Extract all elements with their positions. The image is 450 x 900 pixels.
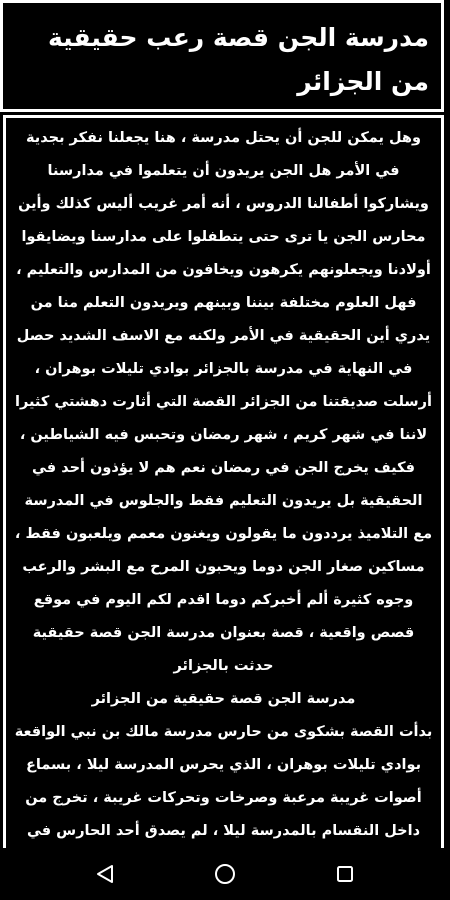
article-subheading: مدرسة الجن قصة حقيقية من الجزائر bbox=[91, 691, 356, 707]
article-body[interactable] bbox=[3, 115, 444, 848]
back-icon bbox=[94, 863, 116, 885]
article-paragraph: بدأت القصة بشكوى من حارس مدرسة مالك بن نبي الواقعة بوادي تليلات بوهران ، الذي يحرس المدرسة ليلا ، بسماع أصوات غريبة مرعبة وصرخات وتحركات غريبة ، تخرج من داخل النقسام بالمدرسة ليلا ، لم يصدق أحد الحارس في bbox=[14, 724, 433, 839]
article-title: مدرسة الجن قصة رعب حقيقية من الجزائر bbox=[47, 23, 429, 96]
nav-recents-button[interactable] bbox=[315, 854, 375, 894]
recents-icon bbox=[334, 863, 356, 885]
article-paragraph: وهل يمكن للجن أن يحتل مدرسة ، هنا يجعلنا نفكر بجدية في الأمر هل الجن يريدون أن يتعلموا في مدارسنا ويشاركوا أطفالنا الدروس ، أنه أمر غريب أليس كذلك وأين محارس الجن يا ترى حتى يتطفلوا على مدارسنا ويضايقوا أولادنا ويجعلونهم يكرهون ويخافون من المدارس والتعليم ، فهل العلوم مختلفة بيننا وبينهم ويريدون التعلم منا من يدري أين الحقيقية في الأمر ولكنه مع الاسف الشديد حصل في النهاية في مدرسة بالجزائر بوادي تليلات بوهران ، أرسلت صديقتنا من الجزائر القصة التي أثارت دهشتي كثيرا لاننا في شهر كريم ، شهر رمضان وتحبس فيه الشياطين ، فكيف يخرج الجن في رمضان نعم هم لا يؤذون أحد في الحقيقية بل يريدون التعليم فقط والجلوس في المدرسة مع التلاميذ يرددون ما يقولون ويغنون معمم ويلعبون فقط ، مساكين صغار الجن دوما ويحبون المرح مع البشر والرعب وجوه كثيرة ألم أخبركم دوما اقدم لكم اليوم في موقع قصص واقعية ، قصة بعنوان مدرسة الجن قصة حقيقية حدثت بالجزائر bbox=[14, 130, 433, 674]
nav-home-button[interactable] bbox=[195, 854, 255, 894]
nav-back-button[interactable] bbox=[75, 854, 135, 894]
system-navigation-bar bbox=[0, 848, 450, 900]
title-box bbox=[0, 0, 444, 112]
home-icon bbox=[214, 863, 236, 885]
